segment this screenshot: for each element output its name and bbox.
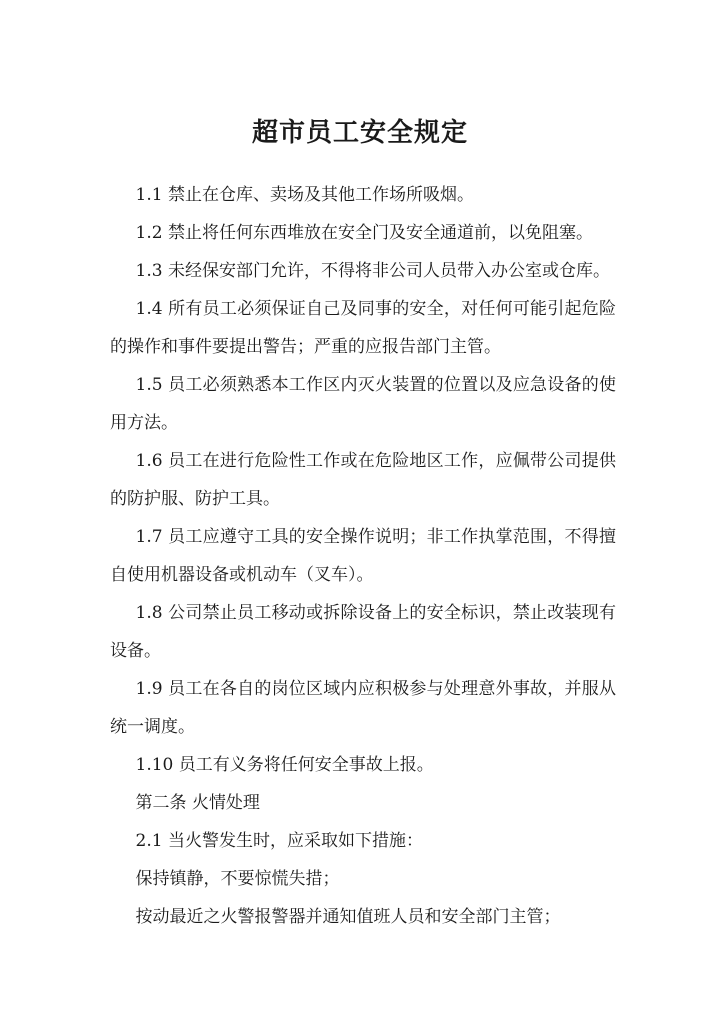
paragraph-1-8: 1.8 公司禁止员工移动或拆除设备上的安全标识，禁止改装现有设备。: [110, 603, 616, 661]
paragraph-1-2: 1.2 禁止将任何东西堆放在安全门及安全通道前，以免阻塞。: [135, 223, 593, 243]
paragraph-1-9: 1.9 员工在各自的岗位区域内应积极参与处理意外事故，并服从统一调度。: [110, 679, 616, 737]
paragraph-1-10: 1.10 员工有义务将任何安全事故上报。: [135, 755, 434, 775]
paragraph-2-1: 2.1 当火警发生时，应采取如下措施：: [135, 831, 423, 851]
document-body: [110, 176, 616, 936]
document-title: 超市员工安全规定: [251, 118, 468, 148]
paragraph-2-1-item-1: 保持镇静，不要惊慌失措；: [135, 869, 340, 889]
section-heading-2: 第二条 火情处理: [135, 793, 260, 813]
paragraph-1-4: 1.4 所有员工必须保证自己及同事的安全，对任何可能引起危险的操作和事件要提出警告；严重的应报告部门主管。: [110, 299, 616, 357]
paragraph-1-7: 1.7 员工应遵守工具的安全操作说明；非工作执掌范围，不得擅自使用机器设备或机动车（叉车）。: [110, 527, 616, 585]
paragraph-1-5: 1.5 员工必须熟悉本工作区内灭火装置的位置以及应急设备的使用方法。: [110, 375, 616, 433]
paragraph-1-6: 1.6 员工在进行危险性工作或在危险地区工作，应佩带公司提供的防护服、防护工具。: [110, 451, 616, 509]
paragraph-1-1: 1.1 禁止在仓库、卖场及其他工作场所吸烟。: [135, 185, 474, 205]
paragraph-1-3: 1.3 未经保安部门允许，不得将非公司人员带入办公室或仓库。: [135, 261, 610, 281]
paragraph-2-1-item-2: 按动最近之火警报警器并通知值班人员和安全部门主管；: [135, 907, 561, 927]
